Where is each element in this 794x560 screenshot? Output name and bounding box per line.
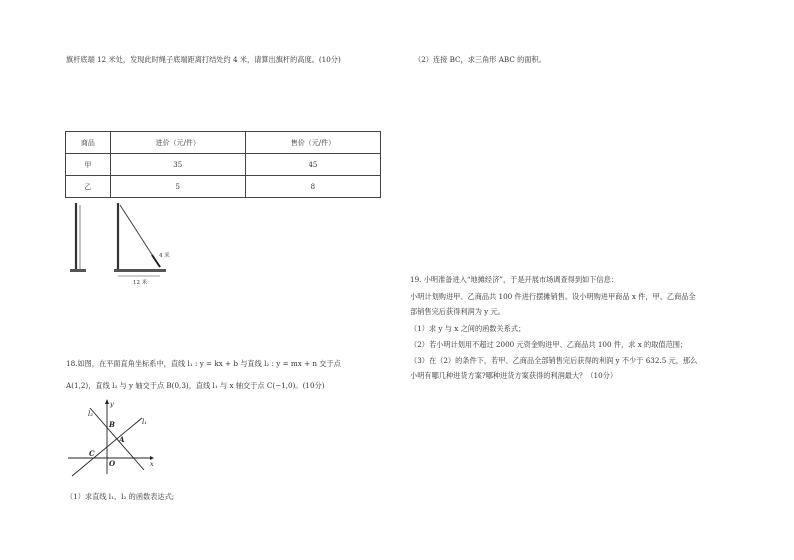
q18-line1: 18.如图，在平面直角坐标系中，直线 l₁ : y = kx + b 与直线 l₂ : y = mx + n 交于点	[66, 359, 341, 368]
l2-label: l₂	[88, 410, 94, 418]
table-header-cell: 进价（元/件）	[110, 132, 245, 154]
x-axis-label: x	[150, 460, 154, 468]
table-cell: 8	[245, 176, 380, 198]
point-c-label: C	[89, 449, 95, 458]
q19-line2: 部销售完后获得利润为 y 元。	[410, 307, 505, 316]
flagpole-problem-text: 旗杆底端 12 米处，发现此时绳子底端距离打结处约 4 米，请算出旗杆的高度。(10分)	[66, 55, 341, 64]
origin-label: O	[109, 459, 116, 468]
flagpole-figure	[60, 195, 190, 285]
q19-line4: （2）若小明计划用不超过 2000 元资金购进甲、乙商品共 100 件，求 x 的取值范围；	[410, 340, 688, 349]
point-b-label: B	[109, 420, 115, 429]
y-axis-label: y	[110, 400, 114, 408]
y-axis-arrow-icon	[105, 399, 109, 404]
table-cell: 甲	[66, 154, 111, 176]
distance-label: 12 米	[133, 280, 148, 286]
q19-title: 19. 小明准备进入“地摊经济”，于是开展市场调查得到如下信息：	[410, 275, 618, 284]
ground-base	[114, 269, 166, 272]
table-cell: 35	[110, 154, 245, 176]
table-cell: 45	[245, 154, 380, 176]
pole-base-left	[70, 269, 86, 272]
q18-line2: A(1,2)，直线 l₂ 与 y 轴交于点 B(0,3)，直线 l₁ 与 x 轴交于点 C(−1,0)。(10分)	[66, 381, 325, 390]
q18-sub1: （1）求直线 l₁、l₂ 的函数表达式;	[66, 492, 175, 501]
table-cell: 5	[110, 176, 245, 198]
q19-line6: 小明有哪几种进货方案?哪种进货方案获得的利润最大？（10分）	[410, 371, 618, 380]
table-cell: 乙	[66, 176, 111, 198]
l1-label: l₁	[142, 418, 148, 426]
table-header-cell: 商品	[66, 132, 111, 154]
table-header-cell: 售价（元/件）	[245, 132, 380, 154]
point-a-label: A	[119, 435, 125, 444]
table-header-row	[66, 132, 381, 154]
q19-line3: （1）求 y 与 x 之间的函数关系式；	[410, 324, 526, 333]
q18-sub2: （2）连接 BC，求三角形 ABC 的面积。	[414, 55, 546, 64]
coordinate-figure	[62, 398, 172, 478]
q19-line1: 小明计划购进甲、乙商品共 100 件进行摆摊销售。设小明购进甲商品 x 件，甲、乙商品全	[410, 292, 696, 301]
q19-line5: （3）在（2）的条件下，若甲、乙商品全部销售完后获得的利润 y 不少于 632.5 元，那么	[410, 356, 698, 365]
goods-price-table	[65, 131, 381, 198]
rope-length-label: 4 米	[159, 253, 170, 259]
table-row	[66, 154, 381, 176]
